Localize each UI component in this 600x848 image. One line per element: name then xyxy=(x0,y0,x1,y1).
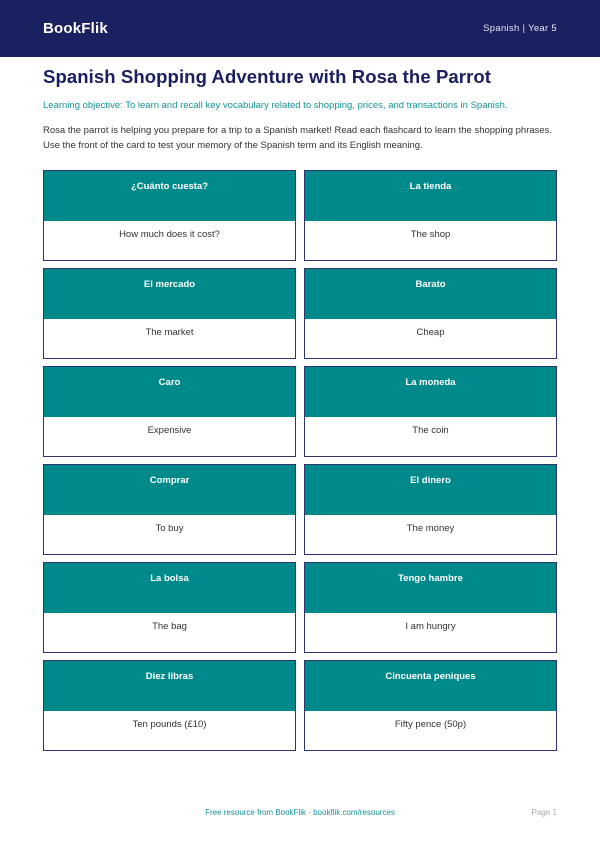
card-front: Diez libras xyxy=(44,661,295,711)
footer-resource-link[interactable]: Free resource from BookFlik · bookflik.com/resources xyxy=(205,808,395,817)
flashcard-grid xyxy=(43,170,557,751)
brand-logo[interactable]: BookFlik xyxy=(43,20,108,37)
intro-paragraph: Rosa the parrot is helping you prepare for a trip to a Spanish market! Read each flashcard to learn the shopping phrases. Use the front of the card to test your memory of the Spanish term and its English meaning. xyxy=(43,125,553,151)
card-front: Tengo hambre xyxy=(305,563,556,613)
flashcard[interactable] xyxy=(304,464,557,555)
card-front: La moneda xyxy=(305,367,556,417)
card-back: Fifty pence (50p) xyxy=(305,711,556,750)
flashcard[interactable] xyxy=(43,170,296,261)
card-back: Expensive xyxy=(44,417,295,456)
flashcard[interactable] xyxy=(304,366,557,457)
card-back: The coin xyxy=(305,417,556,456)
card-back: Cheap xyxy=(305,319,556,358)
card-front: Comprar xyxy=(44,465,295,515)
flashcard[interactable] xyxy=(43,464,296,555)
card-front: Caro xyxy=(44,367,295,417)
flashcard[interactable] xyxy=(304,562,557,653)
flashcard[interactable] xyxy=(304,660,557,751)
card-front: La bolsa xyxy=(44,563,295,613)
top-banner xyxy=(0,0,600,57)
flashcard[interactable] xyxy=(43,366,296,457)
card-front: La tienda xyxy=(305,171,556,221)
flashcard[interactable] xyxy=(304,268,557,359)
flashcard[interactable] xyxy=(304,170,557,261)
card-back: To buy xyxy=(44,515,295,554)
card-back: I am hungry xyxy=(305,613,556,652)
card-back: The shop xyxy=(305,221,556,260)
card-front: ¿Cuánto cuesta? xyxy=(44,171,295,221)
subject-label: Spanish | Year 5 xyxy=(483,23,557,34)
card-front: El mercado xyxy=(44,269,295,319)
page-title: Spanish Shopping Adventure with Rosa the Parrot xyxy=(43,66,492,87)
card-back: How much does it cost? xyxy=(44,221,295,260)
flashcard[interactable] xyxy=(43,562,296,653)
card-back: Ten pounds (£10) xyxy=(44,711,295,750)
card-front: Cincuenta peniques xyxy=(305,661,556,711)
flashcard[interactable] xyxy=(43,660,296,751)
card-back: The market xyxy=(44,319,295,358)
learning-objective: Learning objective: To learn and recall key vocabulary related to shopping, prices, and transactions in Spanish. xyxy=(43,100,508,111)
card-back: The money xyxy=(305,515,556,554)
page-number: Page 1 xyxy=(531,808,557,817)
card-back: The bag xyxy=(44,613,295,652)
card-front: El dinero xyxy=(305,465,556,515)
flashcard[interactable] xyxy=(43,268,296,359)
card-front: Barato xyxy=(305,269,556,319)
